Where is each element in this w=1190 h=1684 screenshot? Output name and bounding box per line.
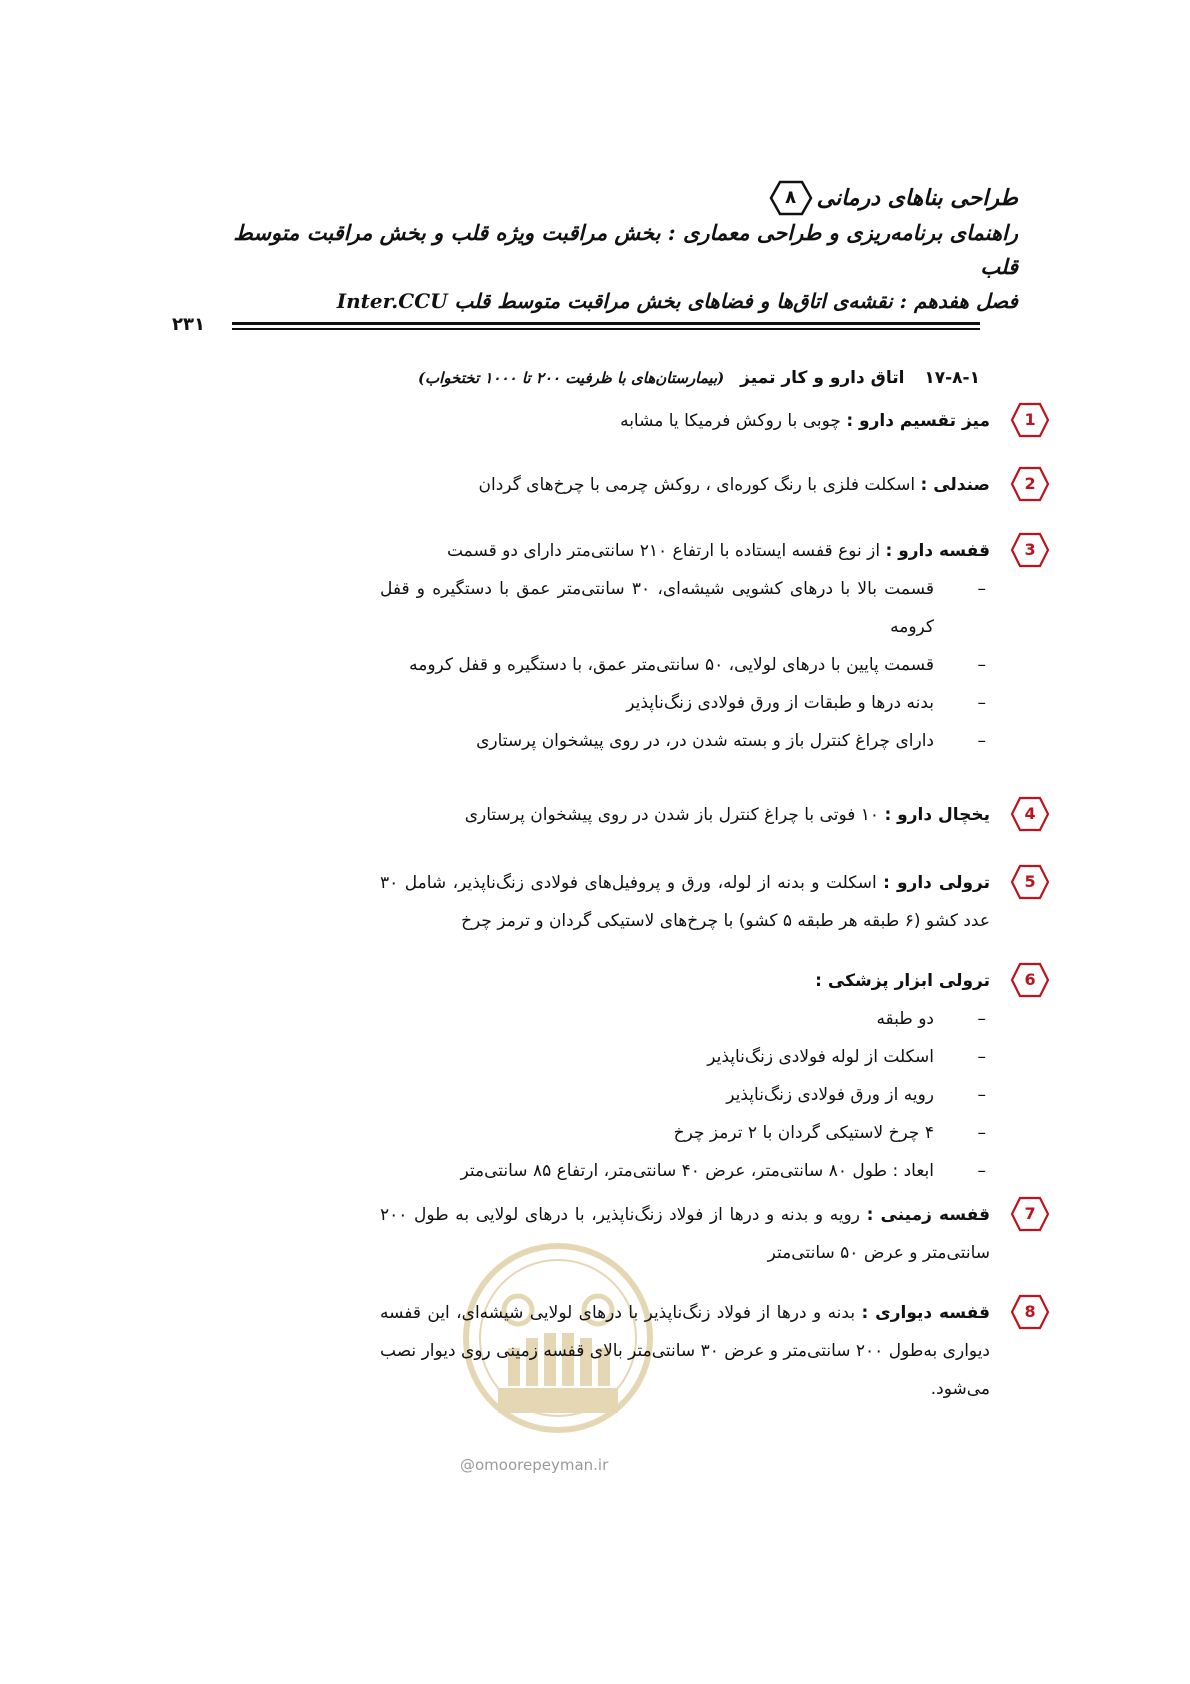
- item-label: قفسه دیواری :: [861, 1303, 990, 1323]
- list-item: [380, 864, 1036, 940]
- bullet-item: – رویه از ورق فولادی زنگ‌ناپذیر: [380, 1076, 990, 1114]
- document-header: [210, 180, 1018, 318]
- item-badge: [1010, 864, 1050, 900]
- list-item: [380, 962, 1036, 1190]
- item-bullets: [380, 570, 990, 760]
- section-heading: [418, 368, 980, 388]
- bullet-item: – دو طبقه: [380, 1000, 990, 1038]
- list-item: [410, 466, 1036, 504]
- item-text: چوبی با روکش فرمیکا یا مشابه: [620, 411, 847, 431]
- rule-thick: [232, 322, 980, 325]
- bullet-item: – دارای چراغ کنترل باز و بسته شدن در، در روی پیشخوان پرستاری: [380, 722, 990, 760]
- header-rule: [172, 314, 980, 335]
- bullet-item: – قسمت پایین با درهای لولایی، ۵۰ سانتی‌متر عمق، با دستگیره و قفل کرومه: [380, 646, 990, 684]
- watermark-site: @omoorepeyman.ir: [460, 1456, 609, 1474]
- bullet-item: – اسکلت از لوله فولادی زنگ‌ناپذیر: [380, 1038, 990, 1076]
- item-text: اسکلت و بدنه از لوله، ورق و پروفیل‌های فولادی زنگ‌ناپذیر، شامل ۳۰ عدد کشو (۶ طبقه هر طبقه ۵ کشو) با چرخ‌های لاستیکی گردان و ترمز چرخ: [380, 873, 990, 931]
- list-item: [380, 796, 1036, 834]
- section-number: ۱۷-۸-۱: [924, 368, 980, 388]
- item-text: رویه و بدنه و درها از فولاد زنگ‌ناپذیر، با درهای لولایی به طول ۲۰۰ سانتی‌متر و عرض ۵۰ سانتی‌متر: [380, 1205, 990, 1263]
- badge-number: 1: [1024, 410, 1036, 429]
- rule-thin: [232, 328, 980, 330]
- item-badge: [1010, 796, 1050, 832]
- badge-number: 8: [1024, 1302, 1036, 1321]
- item-label: یخچال دارو :: [884, 805, 990, 825]
- badge-number: 2: [1024, 474, 1036, 493]
- item-text: بدنه و درها از فولاد زنگ‌ناپذیر با درهای لولایی شیشه‌ای، این قفسه دیواری به‌طول ۲۰۰ سانتی‌متر و عرض ۳۰ سانتی‌متر بالای قفسه زمینی روی دیوار نصب می‌شود.: [380, 1303, 991, 1399]
- item-badge: [1010, 402, 1050, 438]
- badge-number: 7: [1024, 1204, 1036, 1223]
- section-title: اتاق دارو و کار تمیز: [740, 368, 905, 388]
- item-badge: [1010, 532, 1050, 568]
- book-title: طراحی بناهای درمانی: [816, 185, 1018, 211]
- item-label: ترولی ابزار پزشکی :: [815, 971, 990, 991]
- item-badge: [1010, 1294, 1050, 1330]
- item-bullets: [380, 1000, 990, 1190]
- item-text: اسکلت فلزی با رنگ کوره‌ای ، روکش چرمی با چرخ‌های گردان: [478, 475, 921, 495]
- guide-title: راهنمای برنامه‌ریزی و طراحی معماری : بخش مراقبت ویژه قلب و بخش مراقبت متوسط قلب: [233, 220, 1018, 279]
- item-badge: [1010, 962, 1050, 998]
- item-label: قفسه دارو :: [885, 541, 990, 561]
- list-item: [380, 1294, 1036, 1408]
- badge-number: 4: [1024, 804, 1036, 823]
- section-caption: (بیمارستان‌های با ظرفیت ۲۰۰ تا ۱۰۰۰ تختخواب): [417, 369, 725, 387]
- bullet-item: – ابعاد : طول ۸۰ سانتی‌متر، عرض ۴۰ سانتی‌متر، ارتفاع ۸۵ سانتی‌متر: [380, 1152, 990, 1190]
- badge-number: 5: [1024, 872, 1036, 891]
- bullet-item: – ۴ چرخ لاستیکی گردان با ۲ ترمز چرخ: [380, 1114, 990, 1152]
- bullet-item: – بدنه درها و طبقات از ورق فولادی زنگ‌ناپذیر: [380, 684, 990, 722]
- item-label: ترولی دارو :: [883, 873, 990, 893]
- volume-number: ۸: [785, 187, 797, 208]
- item-text: ۱۰ فوتی با چراغ کنترل باز شدن در روی پیشخوان پرستاری: [464, 805, 885, 825]
- book-title-line: [210, 180, 1018, 216]
- item-label: صندلی :: [920, 475, 990, 495]
- item-badge: [1010, 1196, 1050, 1232]
- page-number: ۲۳۱: [172, 314, 205, 335]
- item-text: از نوع قفسه ایستاده با ارتفاع ۲۱۰ سانتی‌متر دارای دو قسمت: [446, 541, 886, 561]
- list-item: [380, 532, 1036, 760]
- item-label: میز تقسیم دارو :: [846, 411, 990, 431]
- badge-number: 3: [1024, 540, 1036, 559]
- volume-number-hexagon: [769, 180, 813, 216]
- item-label: قفسه زمینی :: [866, 1205, 990, 1225]
- list-item: [410, 402, 1036, 440]
- item-badge: [1010, 466, 1050, 502]
- chapter-title: فصل هفدهم : نقشه‌ی اتاق‌ها و فضاهای بخش مراقبت متوسط قلب Inter.CCU: [336, 289, 1018, 313]
- bullet-item: – قسمت بالا با درهای کشویی شیشه‌ای، ۳۰ سانتی‌متر عمق با دستگیره و قفل کرومه: [380, 570, 990, 646]
- badge-number: 6: [1024, 970, 1036, 989]
